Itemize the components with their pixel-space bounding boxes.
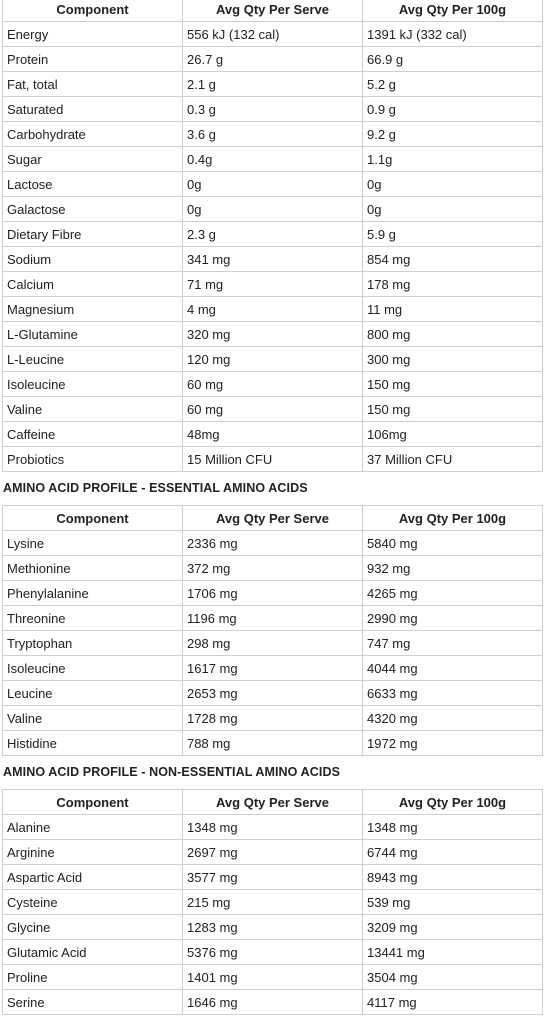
table-row <box>3 97 543 122</box>
table-row <box>3 172 543 197</box>
table-row <box>3 147 543 172</box>
cell-component: Threonine <box>3 606 183 631</box>
cell-component: Alanine <box>3 815 183 840</box>
column-header-per-100g: Avg Qty Per 100g <box>363 0 543 22</box>
table-row <box>3 122 543 147</box>
cell-per-serve: 1401 mg <box>183 965 363 990</box>
nutrition-table <box>2 0 543 472</box>
cell-per-serve: 2336 mg <box>183 531 363 556</box>
cell-per-serve: 556 kJ (132 cal) <box>183 22 363 47</box>
table-row <box>3 447 543 472</box>
table-row <box>3 556 543 581</box>
cell-per-100g: 854 mg <box>363 247 543 272</box>
cell-component: Valine <box>3 397 183 422</box>
cell-per-100g: 13441 mg <box>363 940 543 965</box>
table-row <box>3 397 543 422</box>
column-header-per-100g: Avg Qty Per 100g <box>363 506 543 531</box>
cell-per-serve: 0.3 g <box>183 97 363 122</box>
table-row <box>3 297 543 322</box>
cell-component: Galactose <box>3 197 183 222</box>
column-header-per-serve: Avg Qty Per Serve <box>183 506 363 531</box>
cell-component: Proline <box>3 965 183 990</box>
table-row <box>3 422 543 447</box>
table-row <box>3 247 543 272</box>
cell-per-100g: 300 mg <box>363 347 543 372</box>
cell-component: Carbohydrate <box>3 122 183 147</box>
table-row <box>3 890 543 915</box>
cell-per-serve: 15 Million CFU <box>183 447 363 472</box>
cell-per-100g: 66.9 g <box>363 47 543 72</box>
cell-per-serve: 1348 mg <box>183 815 363 840</box>
cell-per-serve: 2697 mg <box>183 840 363 865</box>
cell-per-100g: 4044 mg <box>363 656 543 681</box>
essential-amino-acids-table <box>2 505 543 756</box>
table-row <box>3 940 543 965</box>
cell-component: L-Leucine <box>3 347 183 372</box>
cell-per-serve: 0g <box>183 197 363 222</box>
cell-component: Saturated <box>3 97 183 122</box>
table-row <box>3 656 543 681</box>
cell-component: Serine <box>3 990 183 1015</box>
column-header-per-serve: Avg Qty Per Serve <box>183 0 363 22</box>
cell-component: Fat, total <box>3 72 183 97</box>
cell-per-serve: 372 mg <box>183 556 363 581</box>
cell-per-serve: 26.7 g <box>183 47 363 72</box>
table-row <box>3 631 543 656</box>
table-row <box>3 915 543 940</box>
cell-component: Caffeine <box>3 422 183 447</box>
cell-per-serve: 1646 mg <box>183 990 363 1015</box>
cell-per-serve: 0.4g <box>183 147 363 172</box>
cell-per-100g: 5.2 g <box>363 72 543 97</box>
cell-component: Phenylalanine <box>3 581 183 606</box>
cell-per-serve: 2.1 g <box>183 72 363 97</box>
cell-component: Glutamic Acid <box>3 940 183 965</box>
non-essential-amino-acids-title: AMINO ACID PROFILE - NON-ESSENTIAL AMINO ACIDS <box>3 765 341 779</box>
column-header-per-100g: Avg Qty Per 100g <box>363 790 543 815</box>
cell-component: Energy <box>3 22 183 47</box>
cell-per-100g: 5840 mg <box>363 531 543 556</box>
cell-per-serve: 2653 mg <box>183 681 363 706</box>
cell-component: Tryptophan <box>3 631 183 656</box>
cell-per-100g: 1972 mg <box>363 731 543 756</box>
cell-per-serve: 788 mg <box>183 731 363 756</box>
cell-per-serve: 48mg <box>183 422 363 447</box>
cell-per-serve: 60 mg <box>183 372 363 397</box>
table-header-row <box>3 0 543 22</box>
table-row <box>3 531 543 556</box>
cell-per-serve: 3.6 g <box>183 122 363 147</box>
cell-per-100g: 178 mg <box>363 272 543 297</box>
cell-per-serve: 71 mg <box>183 272 363 297</box>
cell-per-serve: 1617 mg <box>183 656 363 681</box>
cell-component: Sugar <box>3 147 183 172</box>
cell-per-100g: 0.9 g <box>363 97 543 122</box>
cell-per-serve: 298 mg <box>183 631 363 656</box>
table-row <box>3 72 543 97</box>
cell-per-100g: 4117 mg <box>363 990 543 1015</box>
cell-component: Dietary Fibre <box>3 222 183 247</box>
cell-component: Calcium <box>3 272 183 297</box>
table-row <box>3 372 543 397</box>
cell-component: Sodium <box>3 247 183 272</box>
cell-per-100g: 6744 mg <box>363 840 543 865</box>
cell-per-100g: 1391 kJ (332 cal) <box>363 22 543 47</box>
table-row <box>3 272 543 297</box>
cell-per-100g: 150 mg <box>363 372 543 397</box>
cell-per-100g: 747 mg <box>363 631 543 656</box>
cell-per-100g: 9.2 g <box>363 122 543 147</box>
cell-component: Lysine <box>3 531 183 556</box>
cell-per-100g: 4265 mg <box>363 581 543 606</box>
cell-per-serve: 5376 mg <box>183 940 363 965</box>
cell-per-100g: 0g <box>363 172 543 197</box>
cell-per-100g: 5.9 g <box>363 222 543 247</box>
cell-per-serve: 1728 mg <box>183 706 363 731</box>
cell-per-serve: 120 mg <box>183 347 363 372</box>
table-row <box>3 731 543 756</box>
table-row <box>3 865 543 890</box>
cell-per-100g: 37 Million CFU <box>363 447 543 472</box>
cell-per-100g: 8943 mg <box>363 865 543 890</box>
cell-per-serve: 60 mg <box>183 397 363 422</box>
column-header-component: Component <box>3 790 183 815</box>
cell-component: Aspartic Acid <box>3 865 183 890</box>
cell-component: Cysteine <box>3 890 183 915</box>
cell-per-serve: 1196 mg <box>183 606 363 631</box>
table-row <box>3 840 543 865</box>
essential-amino-acids-title: AMINO ACID PROFILE - ESSENTIAL AMINO ACIDS <box>3 481 308 495</box>
cell-per-100g: 1.1g <box>363 147 543 172</box>
cell-per-100g: 539 mg <box>363 890 543 915</box>
cell-per-serve: 215 mg <box>183 890 363 915</box>
cell-per-100g: 800 mg <box>363 322 543 347</box>
cell-component: Methionine <box>3 556 183 581</box>
table-row <box>3 222 543 247</box>
column-header-per-serve: Avg Qty Per Serve <box>183 790 363 815</box>
column-header-component: Component <box>3 506 183 531</box>
cell-per-serve: 2.3 g <box>183 222 363 247</box>
cell-component: Glycine <box>3 915 183 940</box>
non-essential-amino-acids-table <box>2 789 543 1015</box>
cell-per-100g: 4320 mg <box>363 706 543 731</box>
cell-per-serve: 341 mg <box>183 247 363 272</box>
table-row <box>3 322 543 347</box>
table-row <box>3 681 543 706</box>
cell-per-serve: 1706 mg <box>183 581 363 606</box>
cell-component: Lactose <box>3 172 183 197</box>
cell-component: Valine <box>3 706 183 731</box>
table-row <box>3 22 543 47</box>
table-row <box>3 965 543 990</box>
table-row <box>3 47 543 72</box>
cell-per-serve: 1283 mg <box>183 915 363 940</box>
cell-component: Isoleucine <box>3 372 183 397</box>
cell-per-100g: 150 mg <box>363 397 543 422</box>
table-header-row <box>3 506 543 531</box>
table-row <box>3 706 543 731</box>
cell-per-100g: 0g <box>363 197 543 222</box>
column-header-component: Component <box>3 0 183 22</box>
cell-component: L-Glutamine <box>3 322 183 347</box>
cell-component: Probiotics <box>3 447 183 472</box>
cell-per-serve: 0g <box>183 172 363 197</box>
cell-per-serve: 4 mg <box>183 297 363 322</box>
cell-component: Protein <box>3 47 183 72</box>
cell-per-100g: 11 mg <box>363 297 543 322</box>
cell-component: Leucine <box>3 681 183 706</box>
cell-component: Arginine <box>3 840 183 865</box>
table-row <box>3 990 543 1015</box>
table-row <box>3 581 543 606</box>
cell-per-100g: 3504 mg <box>363 965 543 990</box>
table-row <box>3 815 543 840</box>
cell-component: Isoleucine <box>3 656 183 681</box>
table-header-row <box>3 790 543 815</box>
cell-per-100g: 106mg <box>363 422 543 447</box>
cell-per-100g: 6633 mg <box>363 681 543 706</box>
cell-per-100g: 1348 mg <box>363 815 543 840</box>
table-row <box>3 606 543 631</box>
cell-component: Magnesium <box>3 297 183 322</box>
cell-per-100g: 2990 mg <box>363 606 543 631</box>
cell-component: Histidine <box>3 731 183 756</box>
cell-per-serve: 320 mg <box>183 322 363 347</box>
table-row <box>3 347 543 372</box>
cell-per-100g: 932 mg <box>363 556 543 581</box>
cell-per-100g: 3209 mg <box>363 915 543 940</box>
table-row <box>3 197 543 222</box>
cell-per-serve: 3577 mg <box>183 865 363 890</box>
